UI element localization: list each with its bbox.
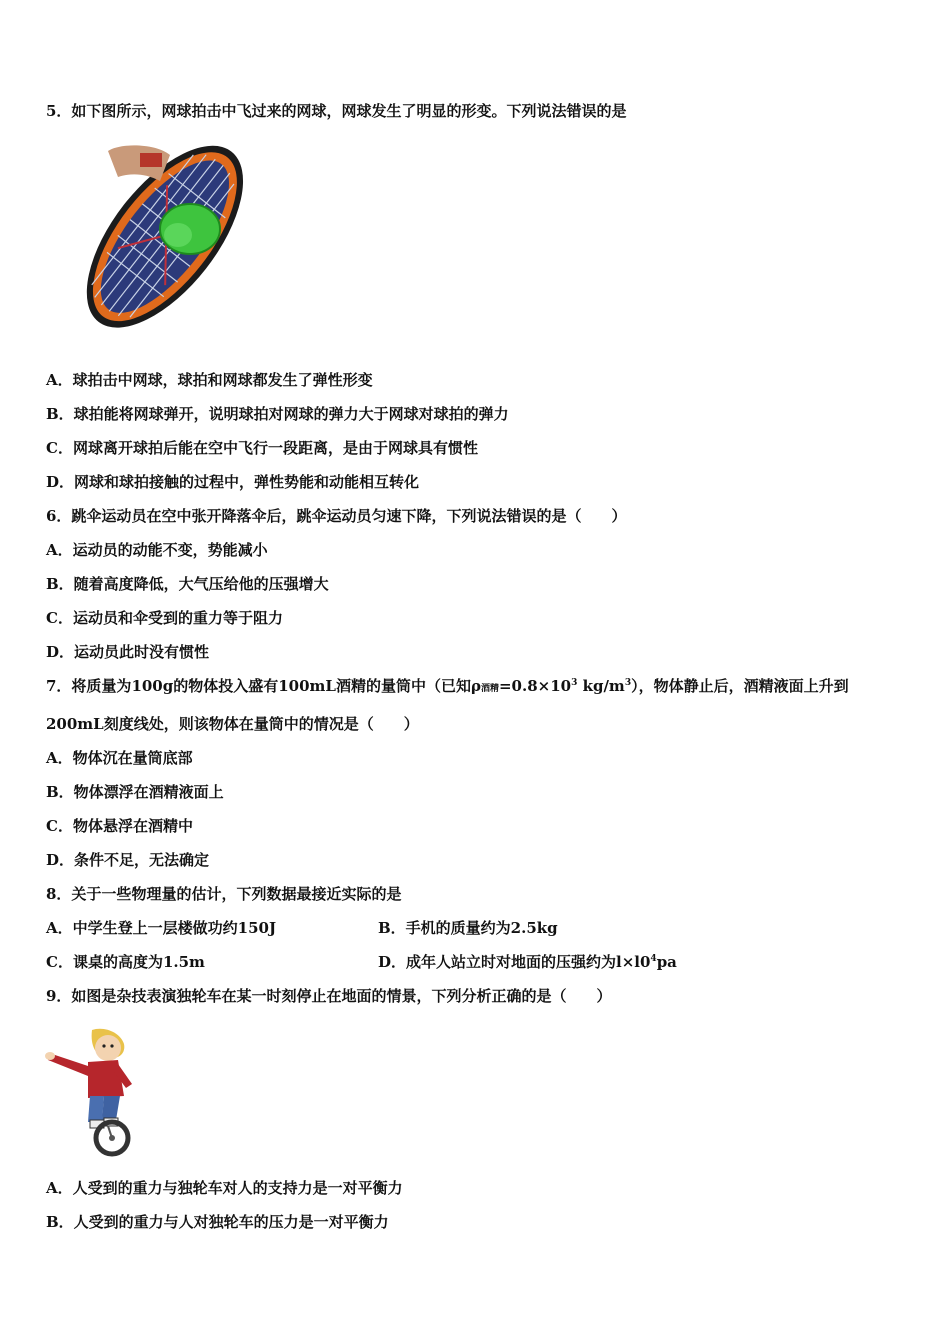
q7-option-b: B．物体漂浮在酒精液面上 xyxy=(46,783,224,801)
q7-option-d: D．条件不足，无法确定 xyxy=(46,851,210,869)
q9-option-b: B．人受到的重力与人对独轮车的压力是一对平衡力 xyxy=(46,1213,389,1231)
tennis-racket-image xyxy=(60,143,260,348)
q6-option-a: A．运动员的动能不变，势能减小 xyxy=(46,541,268,559)
q9-stem: 9．如图是杂技表演独轮车在某一时刻停止在地面的情景，下列分析正确的是（ ） xyxy=(46,987,612,1005)
q7-stem-superscript-1: 3 xyxy=(571,678,578,688)
q5-option-b: B．球拍能将网球弹开，说明球拍对网球的弹力大于网球对球拍的弹力 xyxy=(46,405,509,423)
q9-option-a: A．人受到的重力与独轮车对人的支持力是一对平衡力 xyxy=(46,1179,403,1197)
q8-option-d xyxy=(378,952,677,972)
q6-option-b: B．随着高度降低，大气压给他的压强增大 xyxy=(46,575,329,593)
q5-option-d: D．网球和球拍接触的过程中，弹性势能和动能相互转化 xyxy=(46,473,420,491)
q8-option-a: A．中学生登上一层楼做功约150J xyxy=(46,919,277,937)
q8-option-d-superscript: 4 xyxy=(650,954,657,964)
q7-stem-superscript-2: 3 xyxy=(624,678,632,688)
unicycle-performer-image xyxy=(44,1026,136,1158)
q8-option-d-part-b: pa xyxy=(656,953,677,971)
q7-stem-part-a: 7．将质量为100g的物体投入盛有100mL酒精的量筒中（已知ρ xyxy=(46,677,481,695)
q8-option-c: C．课桌的高度为1.5m xyxy=(46,953,205,971)
q7-stem-part-c: kg/m xyxy=(577,677,625,695)
q7-stem-part-d: ），物体静止后，酒精液面上升到 xyxy=(631,677,849,695)
q7-stem-part-b: =0.8×10 xyxy=(498,677,572,695)
q8-option-d-part-a: D．成年人站立时对地面的压强约为l×l0 xyxy=(378,953,651,971)
q8-option-b: B．手机的质量约为2.5kg xyxy=(378,919,558,937)
q5-option-c: C．网球离开球拍后能在空中飞行一段距离，是由于网球具有惯性 xyxy=(46,439,478,457)
q7-stem-line1 xyxy=(46,676,849,699)
q6-option-c: C．运动员和伞受到的重力等于阻力 xyxy=(46,609,283,627)
q7-option-c: C．物体悬浮在酒精中 xyxy=(46,817,193,835)
q7-stem-line2: 200mL刻度线处，则该物体在量筒中的情况是（ ） xyxy=(46,715,419,733)
q5-stem: 5．如下图所示，网球拍击中飞过来的网球，网球发生了明显的形变。下列说法错误的是 xyxy=(46,102,627,120)
q5-option-a: A．球拍击中网球，球拍和网球都发生了弹性形变 xyxy=(46,371,373,389)
q6-stem: 6．跳伞运动员在空中张开降落伞后，跳伞运动员匀速下降，下列说法错误的是（ ） xyxy=(46,507,627,525)
q7-option-a: A．物体沉在量筒底部 xyxy=(46,749,193,767)
q8-row-1 xyxy=(46,918,276,938)
q6-option-d: D．运动员此时没有惯性 xyxy=(46,643,210,661)
q7-stem-subscript: 酒精 xyxy=(480,684,499,694)
q8-stem: 8．关于一些物理量的估计，下列数据最接近实际的是 xyxy=(46,885,402,903)
